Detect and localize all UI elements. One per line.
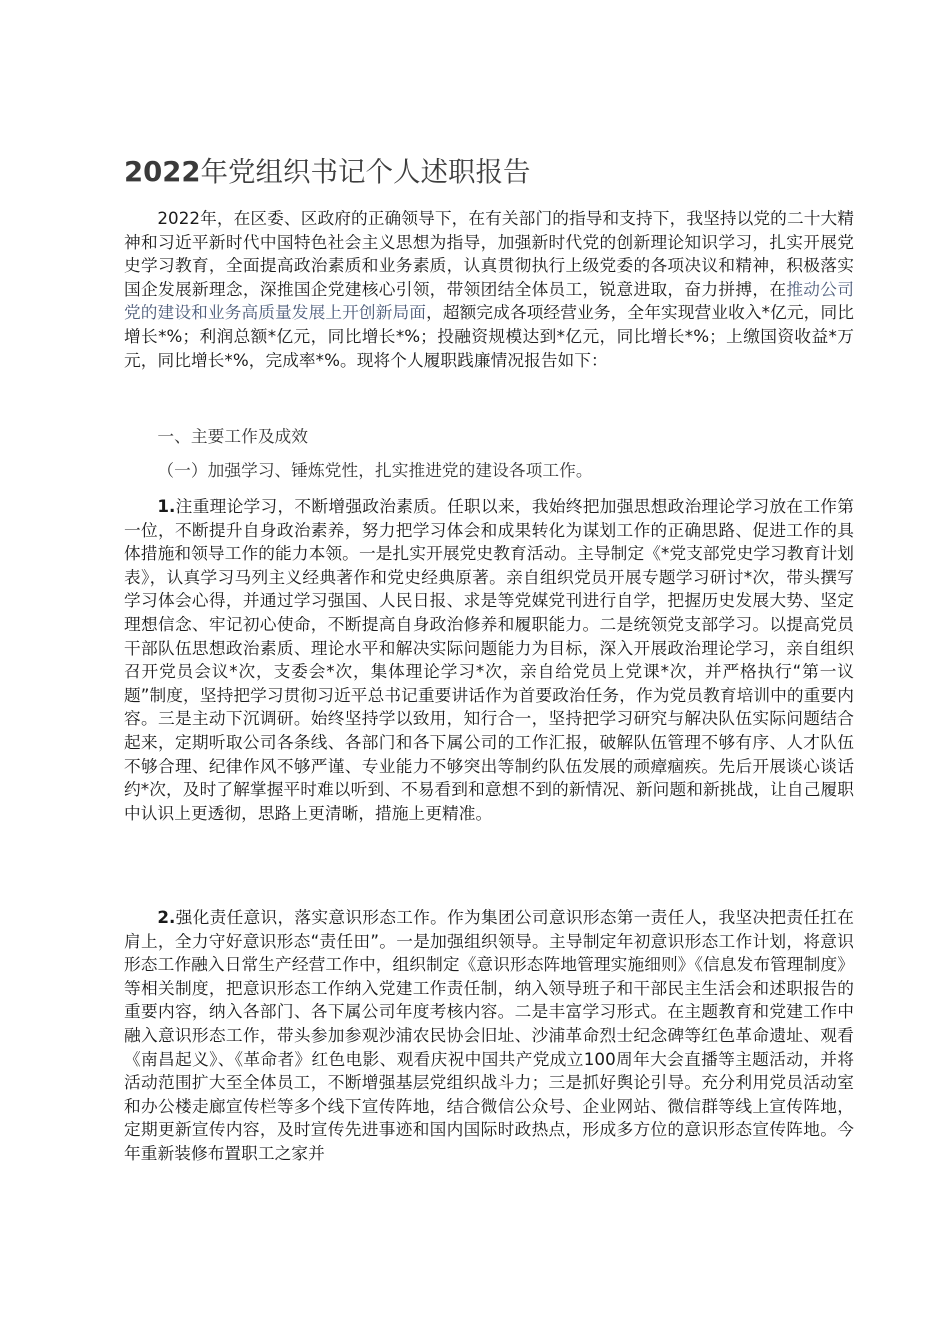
title-year: 2022 xyxy=(124,156,201,188)
intro-text-start: 2022年，在区委、区政府的正确领导下，在有关部门的指导和支持下，我坚持以党的二十大精神和习近平新时代中国特色社会主义思想为指导，加强新时代党的创新理论知识学习，扎实开展党史学习教育，全面提高政治素质和业务素质，认真贯彻执行上级党委的各项决议和精神，积极落实国企发展新理念，深推国企党建核心引领，带领团结全体员工，锐意进取，奋力拼搏，在 xyxy=(124,208,854,299)
section-2-number: 2. xyxy=(157,907,176,927)
section-2-paragraph xyxy=(124,906,854,1166)
intro-highlight-text: 推动公司党的建设和业务高质量发展上开创新局面 xyxy=(124,278,854,323)
intro-paragraph xyxy=(124,207,854,372)
section-1-paragraph xyxy=(124,495,854,825)
title-text: 年党组织书记个人述职报告 xyxy=(200,156,531,188)
section-2-text: 强化责任意识，落实意识形态工作。作为集团公司意识形态第一责任人，我坚决把责任扛在肩上，全力守好意识形态“责任田”。一是加强组织领导。主导制定年初意识形态工作计划，将意识形态工作融入日常生产经营工作中，组织制定《意识形态阵地管理实施细则》《信息发布管理制度》等相关制度，把意识形态工作纳入党建工作责任制，纳入领导班子和干部民主生活会和述职报告的重要内容，纳入各部门、各下属公司年度考核内容。二是丰富学习形式。在主题教育和党建工作中融入意识形态工作，带头参加参观沙浦农民协会旧址、沙浦革命烈士纪念碑等红色革命遗址、观看《南昌起义》、《革命者》红色电影、观看庆祝中国共产党成立100周年大会直播等主题活动，并将活动范围扩大至全体员工，不断增强基层党组织战斗力；三是抓好舆论引导。充分利用党员活动室和办公楼走廊宣传栏等多个线下宣传阵地，结合微信公众号、企业网站、微信群等线上宣传阵地，定期更新宣传内容，及时宣传先进事迹和国内国际时政热点，形成多方位的意识形态宣传阵地。今年重新装修布置职工之家并 xyxy=(124,907,854,1163)
intro-text-end: ，超额完成各项经营业务，全年实现营业收入*亿元，同比增长*%；利润总额*亿元，同比增长*%；投融资规模达到*亿元，同比增长*%；上缴国资收益*万元，同比增长*%，完成率*%。现将个人履职践廉情况报告如下： xyxy=(124,302,854,370)
document-title xyxy=(124,152,531,192)
section-1-text: 注重理论学习，不断增强政治素质。任职以来，我始终把加强思想政治理论学习放在工作第一位，不断提升自身政治素养，努力把学习体会和成果转化为谋划工作的正确思路、促进工作的具体措施和领导工作的能力本领。一是扎实开展党史教育活动。主导制定《*党支部党史学习教育计划表》，认真学习马列主义经典著作和党史经典原著。亲自组织党员开展专题学习研讨*次，带头撰写学习体会心得，并通过学习强国、人民日报、求是等党媒党刊进行自学，把握历史发展大势、坚定理想信念、牢记初心使命，不断提高自身政治修养和履职能力。二是统领党支部学习。以提高党员干部队伍思想政治素质、理论水平和解决实际问题能力为目标，深入开展政治理论学习，亲自组织召开党员会议*次，支委会*次，集体理论学习*次，亲自给党员上党课*次，并严格执行“第一议题”制度，坚持把学习贯彻习近平总书记重要讲话作为首要政治任务，作为党员教育培训中的重要内容。三是主动下沉调研。始终坚持学以致用，知行合一，坚持把学习研究与解决队伍实际问题结合起来，定期听取公司各条线、各部门和各下属公司的工作汇报，破解队伍管理不够有序、人才队伍不够合理、纪律作风不够严谨、专业能力不够突出等制约队伍发展的顽瘴痼疾。先后开展谈心谈话约*次，及时了解掌握平时难以听到、不易看到和意想不到的新情况、新问题和新挑战，让自己履职中认识上更透彻，思路上更清晰，措施上更精准。 xyxy=(124,496,854,823)
section-1-number: 1. xyxy=(157,496,176,516)
subsection-heading-study: （一）加强学习、锤炼党性，扎实推进党的建设各项工作。 xyxy=(157,460,593,480)
section-heading-main-work: 一、主要工作及成效 xyxy=(157,426,309,446)
